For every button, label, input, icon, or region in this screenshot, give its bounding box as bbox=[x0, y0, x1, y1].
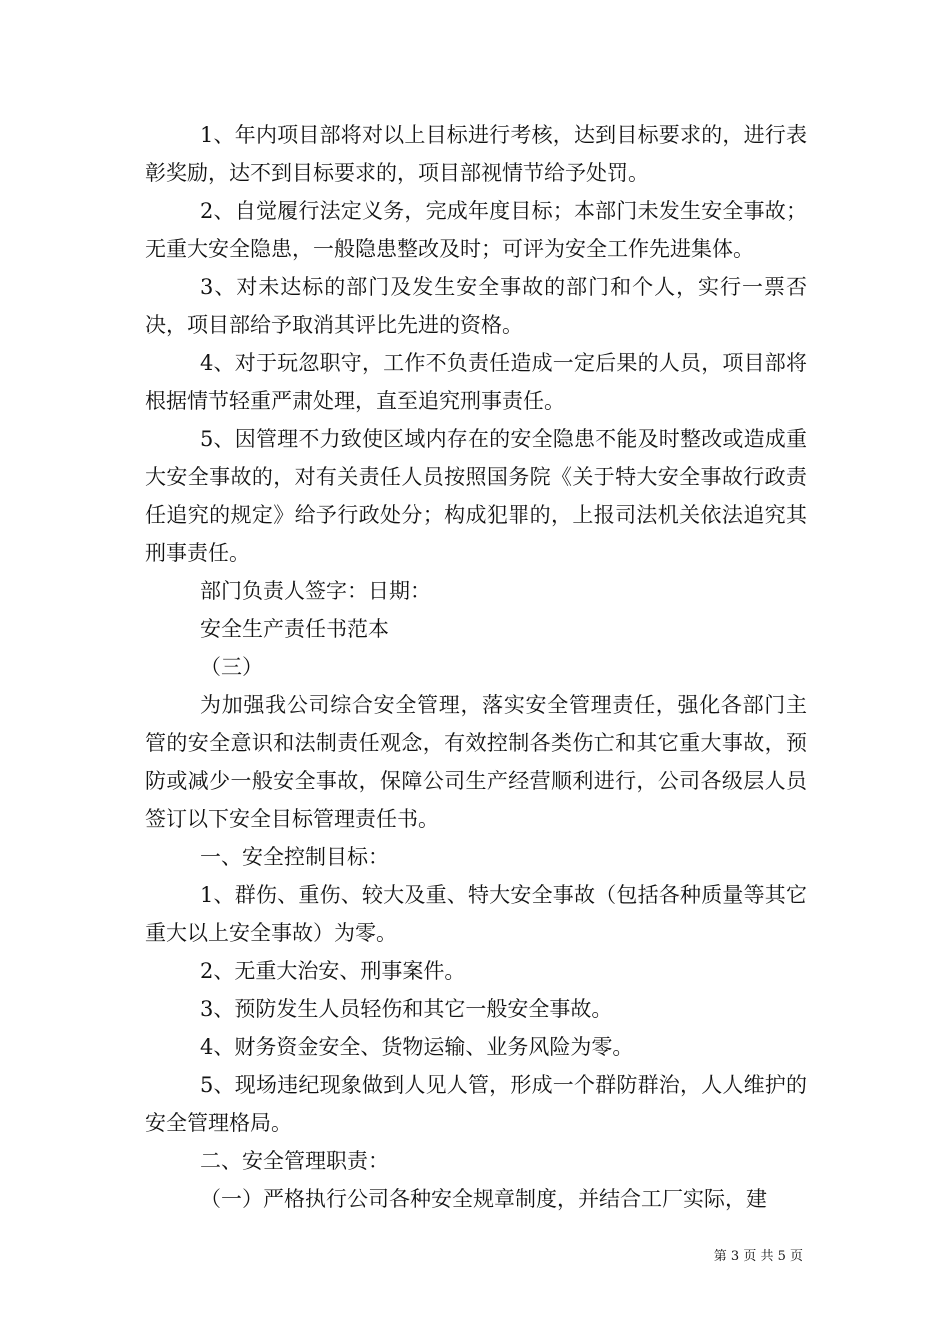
paragraph-3: 3、对未达标的部门及发生安全事故的部门和个人，实行一票否决，项目部给予取消其评比先进的资格。 bbox=[145, 275, 807, 337]
page-footer: 第 3 页 共 5 页 bbox=[713, 1249, 803, 1264]
document-body bbox=[145, 116, 807, 1218]
goal-4: 4、财务资金安全、货物运输、业务风险为零。 bbox=[200, 1035, 634, 1059]
heading-safety-goals: 一、安全控制目标： bbox=[200, 845, 389, 869]
section-title: 安全生产责任书范本 bbox=[200, 617, 389, 641]
heading-management-duties: 二、安全管理职责： bbox=[200, 1149, 389, 1173]
signature-line: 部门负责人签字：日期： bbox=[200, 579, 431, 603]
goal-5: 5、现场违纪现象做到人见人管，形成一个群防群治，人人维护的安全管理格局。 bbox=[145, 1073, 807, 1135]
duty-1: （一）严格执行公司各种安全规章制度，并结合工厂实际，建 bbox=[200, 1187, 767, 1211]
paragraph-4: 4、对于玩忽职守，工作不负责任造成一定后果的人员，项目部将根据情节轻重严肃处理，直至追究刑事责任。 bbox=[145, 351, 807, 413]
section-number: （三） bbox=[200, 655, 263, 679]
goal-3: 3、预防发生人员轻伤和其它一般安全事故。 bbox=[200, 997, 613, 1021]
intro-paragraph: 为加强我公司综合安全管理，落实安全管理责任，强化各部门主管的安全意识和法制责任观念，有效控制各类伤亡和其它重大事故，预防或减少一般安全事故，保障公司生产经营顺利进行，公司各级层人员签订以下安全目标管理责任书。 bbox=[145, 693, 807, 831]
goal-1: 1、群伤、重伤、较大及重、特大安全事故（包括各种质量等其它重大以上安全事故）为零。 bbox=[145, 883, 807, 945]
paragraph-2: 2、自觉履行法定义务，完成年度目标；本部门未发生安全事故；无重大安全隐患，一般隐患整改及时；可评为安全工作先进集体。 bbox=[145, 199, 807, 261]
paragraph-1: 1、年内项目部将对以上目标进行考核，达到目标要求的，进行表彰奖励，达不到目标要求的，项目部视情节给予处罚。 bbox=[145, 123, 807, 185]
goal-2: 2、无重大治安、刑事案件。 bbox=[200, 959, 466, 983]
paragraph-5: 5、因管理不力致使区域内存在的安全隐患不能及时整改或造成重大安全事故的，对有关责任人员按照国务院《关于特大安全事故行政责任追究的规定》给予行政处分；构成犯罪的，上报司法机关依法追究其刑事责任。 bbox=[145, 427, 807, 565]
